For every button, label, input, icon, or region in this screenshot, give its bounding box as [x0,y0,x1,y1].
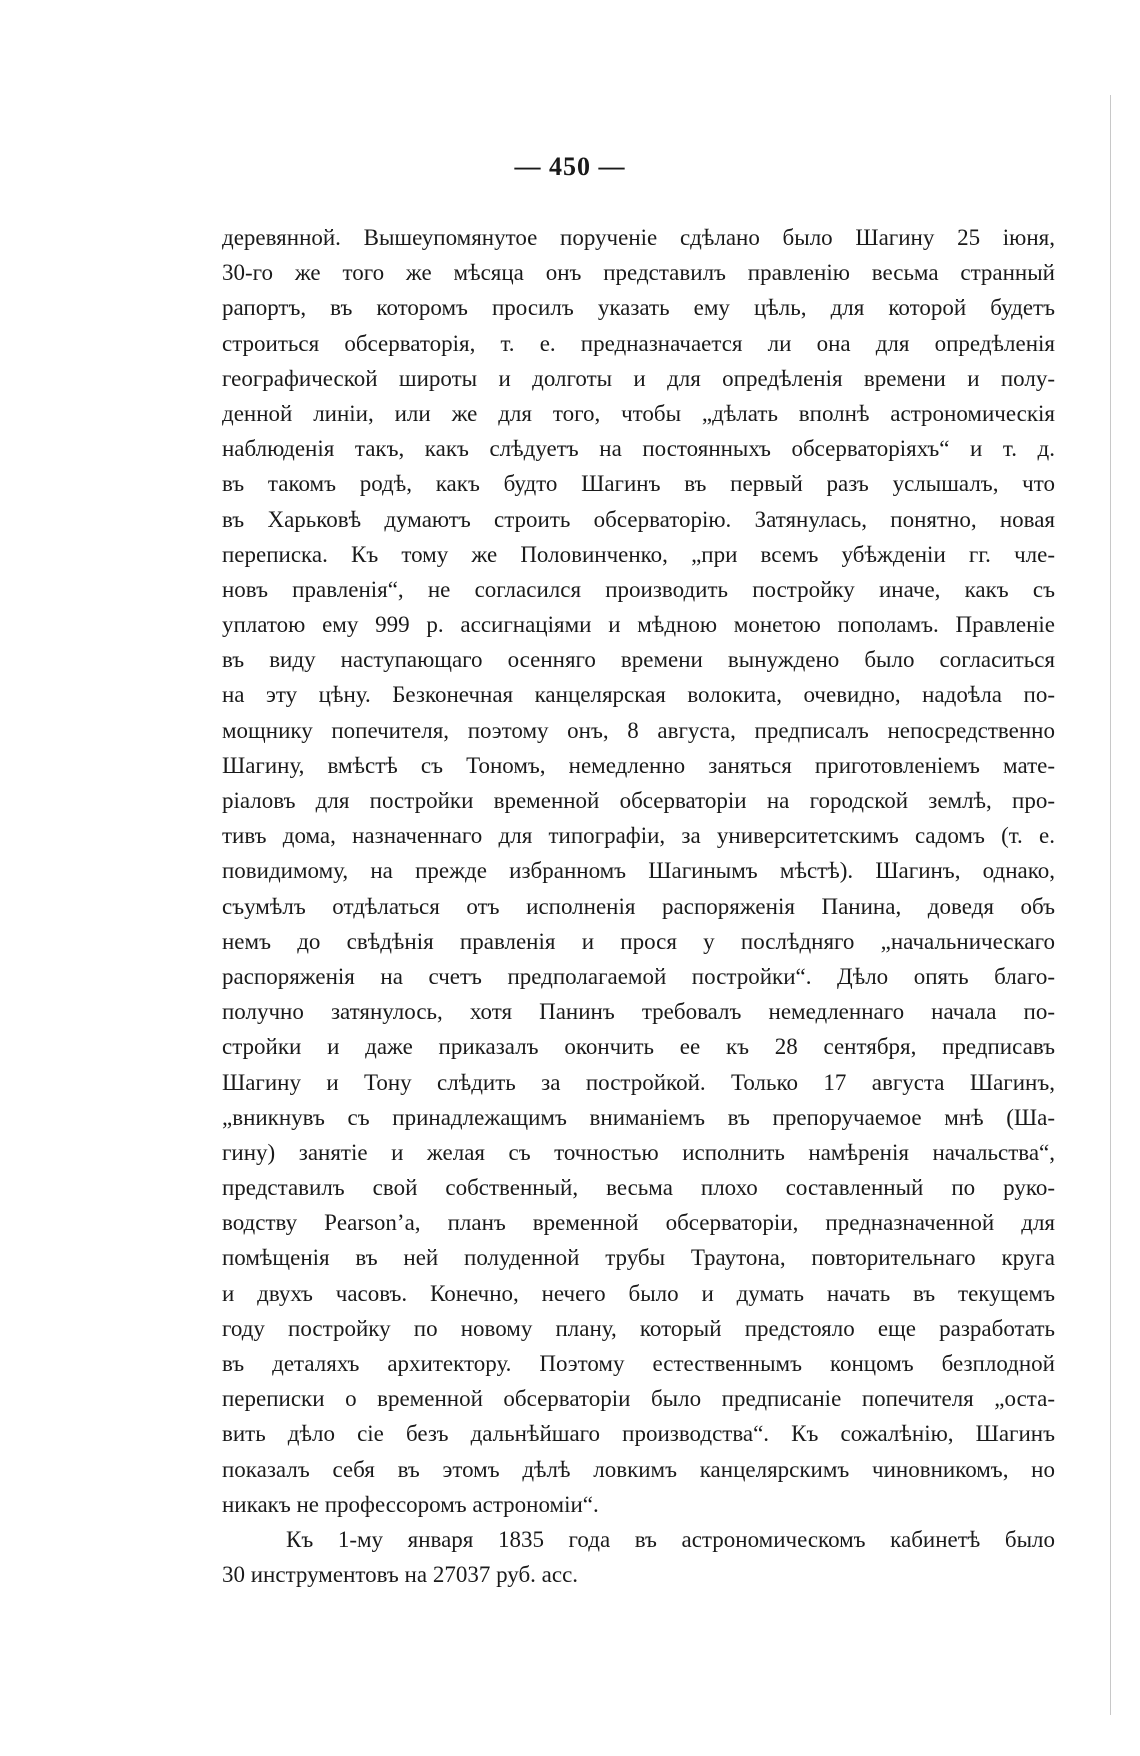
text-line: представилъ свой собственный, весьма плохо составленный по руко- [222,1175,1055,1201]
text-line: помѣщенія въ ней полуденной трубы Траутона, повторительнаго круга [222,1245,1055,1271]
text-line: Къ 1-му января 1835 года въ астрономическомъ кабинетѣ было [286,1526,1055,1552]
page-edge-line [1110,95,1111,1715]
paragraph [222,1522,1055,1592]
text-line: географической широты и долготы и для опредѣленія времени и полу- [222,365,1055,391]
text-line: водству Pearson’a, планъ временной обсерваторіи, предназначенной для [222,1210,1055,1236]
text-line: денной линіи, или же для того, чтобы „дѣлать вполнѣ астрономическія [222,400,1055,426]
text-line: 30 инструментовъ на 27037 руб. асс. [222,1562,579,1588]
text-line: въ деталяхъ архитектору. Поэтому естественнымъ концомъ безплодной [222,1351,1055,1376]
text-line: году постройку по новому плану, который предстояло еще разработать [222,1315,1055,1341]
text-line: стройки и даже приказалъ окончить ее къ 28 сентября, предписавъ [222,1034,1055,1060]
text-line: въ Харьковѣ думаютъ строить обсерваторію. Затянулась, понятно, новая [222,506,1055,532]
text-line: вить дѣло сіе безъ дальнѣйшаго производства“. Къ сожалѣнію, Шагинъ [222,1421,1055,1447]
text-line: никакъ не профессоромъ астрономіи“. [222,1491,599,1517]
text-line: мощнику попечителя, поэтому онъ, 8 августа, предписалъ непосредственно [222,717,1055,743]
text-line: Шагину и Тону слѣдить за постройкой. Только 17 августа Шагинъ, [222,1069,1055,1095]
text-line: 30-го же того же мѣсяца онъ представилъ правленію весьма странный [222,260,1055,286]
text-line: переписки о временной обсерваторіи было предписаніе попечителя „оста- [222,1386,1055,1412]
text-line: въ виду наступающаго осенняго времени вынуждено было согласиться [222,647,1055,673]
text-line: деревянной. Вышеупомянутое порученіе сдѣлано было Шагину 25 іюня, [222,225,1055,250]
text-line: въ такомъ родѣ, какъ будто Шагинъ въ первый разъ услышалъ, что [222,471,1055,497]
paragraph [222,220,1055,1522]
text-line: получно затянулось, хотя Панинъ требовалъ немедленнаго начала по- [222,999,1055,1025]
text-line: переписка. Къ тому же Половинченко, „при всемъ убѣжденіи гг. чле- [222,541,1055,567]
text-line: немъ до свѣдѣнія правленія и прося у послѣдняго „начальническаго [222,928,1055,954]
text-line: новъ правленія“, не согласился производить постройку иначе, какъ съ [222,576,1055,602]
body-text [222,220,1055,1592]
text-line: на эту цѣну. Безконечная канцелярская волокита, очевидно, надоѣла по- [222,682,1055,708]
text-line: тивъ дома, назначеннаго для типографіи, за университетскимъ садомъ (т. е. [222,823,1055,849]
text-line: гину) занятіе и желая съ точностью исполнить намѣренія начальства“, [222,1139,1055,1165]
text-line: показалъ себя въ этомъ дѣлѣ ловкимъ канцелярскимъ чиновникомъ, но [222,1456,1055,1482]
text-line: Шагину, вмѣстѣ съ Тономъ, немедленно заняться приготовленіемъ мате- [222,752,1055,778]
text-line: строиться обсерваторія, т. е. предназначается ли она для опредѣленія [222,330,1055,356]
text-line: ріаловъ для постройки временной обсерваторіи на городской землѣ, про- [222,788,1055,813]
text-line: наблюденія такъ, какъ слѣдуетъ на постоянныхъ обсерваторіяхъ“ и т. д. [222,436,1055,462]
text-line: уплатою ему 999 р. ассигнаціями и мѣдною монетою пополамъ. Правленіе [222,612,1055,638]
text-line: съумѣлъ отдѣлаться отъ исполненія распоряженія Панина, доведя объ [222,893,1055,919]
text-line: повидимому, на прежде избранномъ Шагинымъ мѣстѣ). Шагинъ, однако, [222,858,1055,884]
text-line: „вникнувъ съ принадлежащимъ вниманіемъ въ препоручаемое мнѣ (Ша- [222,1104,1055,1130]
text-line: рапортъ, въ которомъ просилъ указать ему цѣль, для которой будетъ [222,295,1055,321]
text-line: и двухъ часовъ. Конечно, нечего было и думать начать въ текущемъ [222,1280,1055,1306]
text-line: распоряженія на счетъ предполагаемой постройки“. Дѣло опять благо- [222,963,1055,989]
page-number: — 450 — [514,152,626,181]
